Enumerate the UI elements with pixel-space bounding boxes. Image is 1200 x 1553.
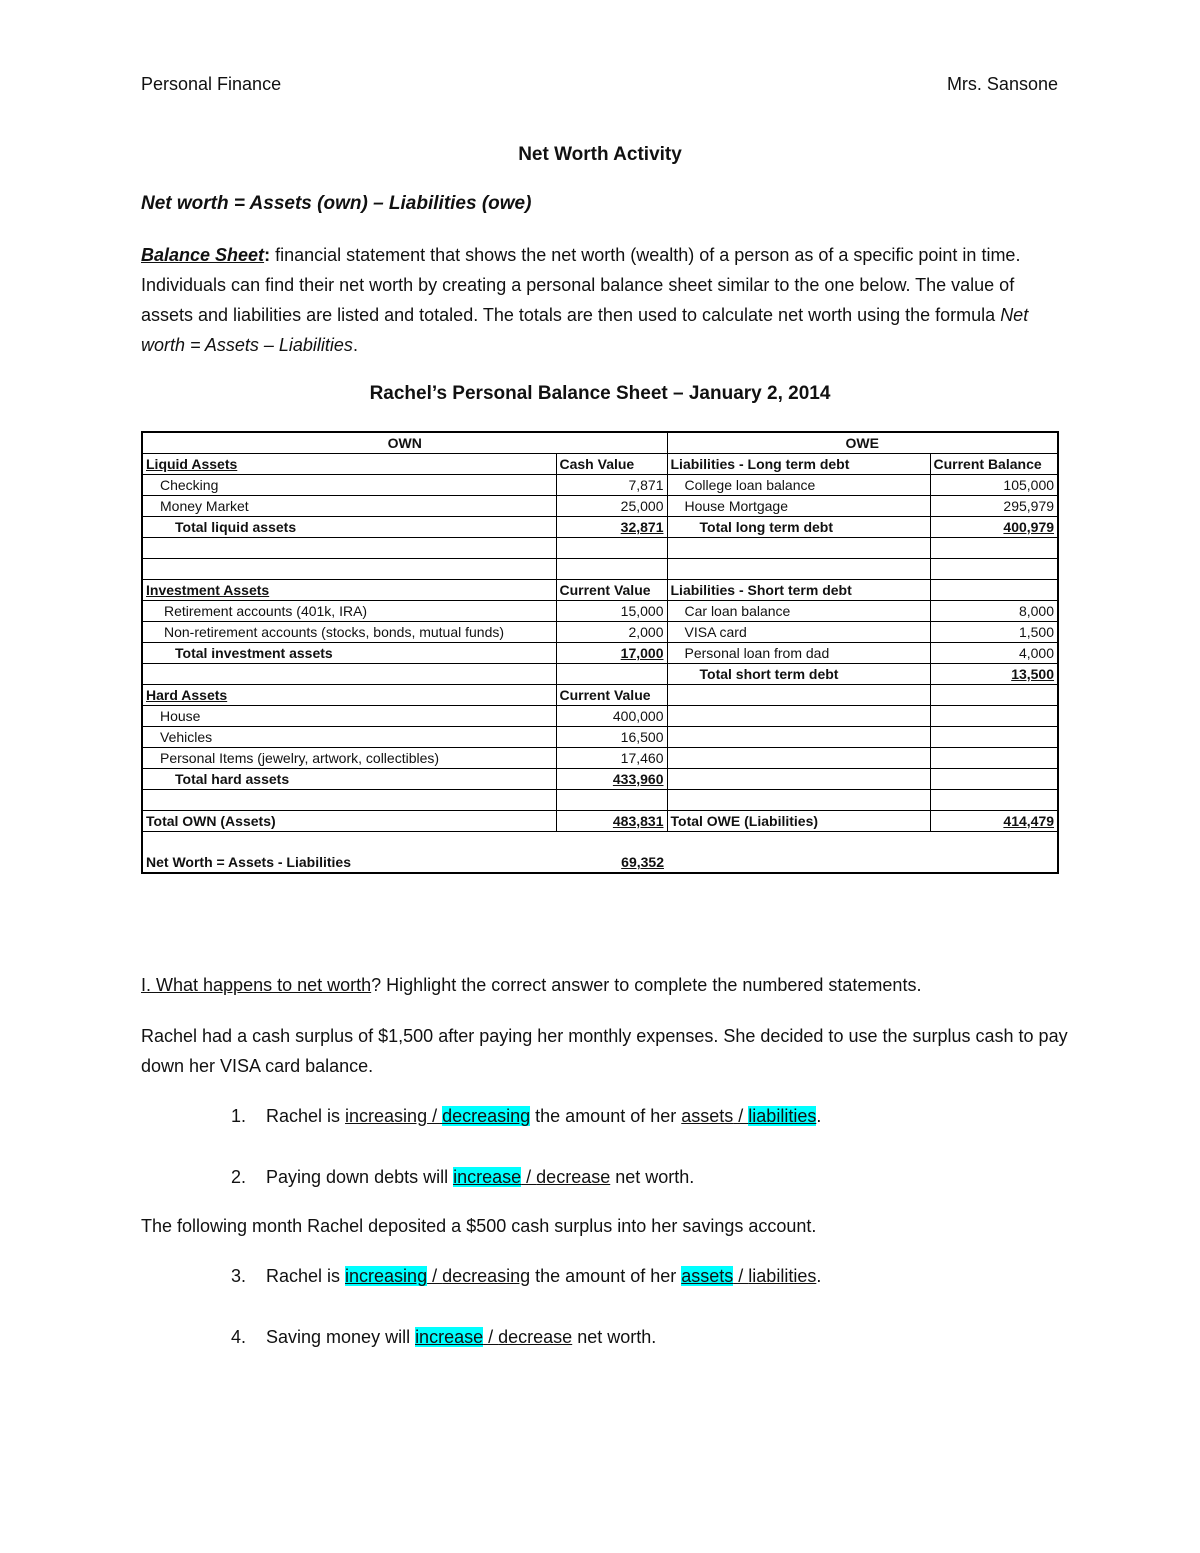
table-row — [142, 832, 1058, 874]
q2-option-decrease[interactable]: decrease — [536, 1167, 611, 1187]
q1-number: 1. — [231, 1106, 247, 1126]
car-loan-label: Car loan balance — [667, 601, 930, 622]
table-row — [142, 517, 1058, 538]
checking-label: Checking — [142, 475, 556, 496]
table-row — [142, 727, 1058, 748]
q3-text-b: the amount of her — [530, 1266, 682, 1286]
question-1 — [266, 1106, 821, 1127]
question-2 — [266, 1167, 694, 1188]
personal-items-value: 17,460 — [556, 748, 667, 769]
q4-option-decrease[interactable]: decrease — [498, 1327, 573, 1347]
personal-items-label: Personal Items (jewelry, artwork, collectibles) — [142, 748, 556, 769]
college-loan-label: College loan balance — [667, 475, 930, 496]
table-row — [142, 559, 1058, 580]
total-own-value: 483,831 — [556, 811, 667, 832]
cash-value-header: Cash Value — [556, 454, 667, 475]
personal-loan-value: 4,000 — [930, 643, 1058, 664]
q2-option-increase[interactable]: increase — [453, 1167, 522, 1187]
total-own-label: Total OWN (Assets) — [142, 811, 556, 832]
colon: : — [264, 245, 271, 265]
definition-text: financial statement that shows the net worth (wealth) of a person as of a specific point in time. Individuals can find their net worth by creating a personal balance sheet similar to the one below. The value of assets and liabilities are listed and totaled. The totals are then used to calculate net worth using the formula — [141, 245, 1021, 325]
table-row — [142, 580, 1058, 601]
non-retirement-label: Non-retirement accounts (stocks, bonds, mutual funds) — [142, 622, 556, 643]
checking-value: 7,871 — [556, 475, 667, 496]
q4-option-increase[interactable]: increase — [415, 1327, 484, 1347]
q1-option-decreasing[interactable]: decreasing — [442, 1106, 531, 1126]
q1-text-b: the amount of her — [530, 1106, 682, 1126]
net-worth-label: Net Worth = Assets - Liabilities — [142, 832, 556, 874]
table-row — [142, 496, 1058, 517]
header-teacher: Mrs. Sansone — [946, 74, 1058, 94]
total-long-label: Total long term debt — [667, 517, 930, 538]
table-row — [142, 622, 1058, 643]
q4-text-a: Saving money will — [266, 1327, 416, 1347]
question-4 — [266, 1327, 656, 1348]
retirement-label: Retirement accounts (401k, IRA) — [142, 601, 556, 622]
q2-end: net worth. — [610, 1167, 695, 1187]
hard-assets-header: Hard Assets — [142, 685, 556, 706]
personal-loan-label: Personal loan from dad — [667, 643, 930, 664]
table-row — [142, 454, 1058, 475]
money-market-value: 25,000 — [556, 496, 667, 517]
q3-option-assets[interactable]: assets — [681, 1266, 734, 1286]
vehicles-label: Vehicles — [142, 727, 556, 748]
owe-header: OWE — [667, 432, 1058, 454]
q1-option-liabilities[interactable]: liabilities — [748, 1106, 817, 1126]
table-row — [142, 811, 1058, 832]
net-worth-value: 69,352 — [556, 832, 667, 874]
q3-number: 3. — [231, 1266, 247, 1286]
non-retirement-value: 2,000 — [556, 622, 667, 643]
mortgage-value: 295,979 — [930, 496, 1058, 517]
q4-number: 4. — [231, 1327, 247, 1347]
balance-sheet-term: Balance Sheet — [141, 245, 265, 265]
table-row — [142, 432, 1058, 454]
net-worth-formula: Net worth = Assets (own) – Liabilities (owe) — [141, 193, 532, 214]
long-term-debt-header: Liabilities - Long term debt — [667, 454, 930, 475]
table-row — [142, 643, 1058, 664]
q2-sep: / — [521, 1167, 537, 1187]
mortgage-label: House Mortgage — [667, 496, 930, 517]
q1-text-a: Rachel is — [266, 1106, 346, 1126]
q3-sep: / — [427, 1266, 443, 1286]
q1-option-increasing[interactable]: increasing — [345, 1106, 428, 1126]
total-liquid-value: 32,871 — [556, 517, 667, 538]
total-owe-value: 414,479 — [930, 811, 1058, 832]
car-loan-value: 8,000 — [930, 601, 1058, 622]
total-long-value: 400,979 — [930, 517, 1058, 538]
balance-sheet-definition — [141, 240, 1071, 360]
own-header: OWN — [142, 432, 667, 454]
total-liquid-label: Total liquid assets — [142, 517, 556, 538]
q3-end: . — [816, 1266, 822, 1286]
scenario-2: The following month Rachel deposited a $500 cash surplus into her savings account. — [141, 1216, 817, 1236]
table-row — [142, 664, 1058, 685]
total-owe-label: Total OWE (Liabilities) — [667, 811, 930, 832]
total-investment-label: Total investment assets — [142, 643, 556, 664]
retirement-value: 15,000 — [556, 601, 667, 622]
money-market-label: Money Market — [142, 496, 556, 517]
q3-sep2: / — [733, 1266, 749, 1286]
page-title: Net Worth Activity — [518, 144, 682, 165]
section-heading-rest: ? Highlight the correct answer to complete the numbered statements. — [371, 975, 922, 995]
hard-current-value-header: Current Value — [556, 685, 667, 706]
definition-formula: Net worth = Assets – Liabilities — [141, 305, 1029, 355]
vehicles-value: 16,500 — [556, 727, 667, 748]
scenario-1: Rachel had a cash surplus of $1,500 after paying her monthly expenses. She decided to use the surplus cash to pay down her VISA card balance. — [141, 1026, 1068, 1076]
q3-option-decreasing[interactable]: decreasing — [442, 1266, 531, 1286]
table-row — [142, 769, 1058, 790]
table-row — [142, 790, 1058, 811]
investment-assets-header: Investment Assets — [142, 580, 556, 601]
table-row — [142, 475, 1058, 496]
q2-text-a: Paying down debts will — [266, 1167, 454, 1187]
table-row — [142, 601, 1058, 622]
table-row — [142, 706, 1058, 727]
q3-option-increasing[interactable]: increasing — [345, 1266, 428, 1286]
short-term-debt-header: Liabilities - Short term debt — [667, 580, 930, 601]
q1-option-assets[interactable]: assets — [681, 1106, 734, 1126]
q1-sep: / — [427, 1106, 443, 1126]
house-value: 400,000 — [556, 706, 667, 727]
period: . — [352, 335, 358, 355]
section-heading-text: What happens to net worth — [151, 975, 372, 995]
total-short-value: 13,500 — [930, 664, 1058, 685]
header-course: Personal Finance — [141, 74, 282, 94]
investment-current-value-header: Current Value — [556, 580, 667, 601]
total-hard-value: 433,960 — [556, 769, 667, 790]
table-row — [142, 538, 1058, 559]
q4-end: net worth. — [572, 1327, 657, 1347]
visa-label: VISA card — [667, 622, 930, 643]
q2-number: 2. — [231, 1167, 247, 1187]
liquid-assets-header: Liquid Assets — [142, 454, 556, 475]
q1-end: . — [816, 1106, 822, 1126]
visa-value: 1,500 — [930, 622, 1058, 643]
q1-sep2: / — [733, 1106, 749, 1126]
total-hard-label: Total hard assets — [142, 769, 556, 790]
q3-option-liabilities[interactable]: liabilities — [748, 1266, 817, 1286]
section-roman: I. — [141, 975, 152, 995]
question-3 — [266, 1266, 821, 1287]
q4-sep: / — [483, 1327, 499, 1347]
current-balance-header: Current Balance — [930, 454, 1058, 475]
section-heading — [141, 975, 921, 996]
balance-sheet-table — [141, 431, 1059, 874]
table-row — [142, 748, 1058, 769]
total-investment-value: 17,000 — [556, 643, 667, 664]
house-label: House — [142, 706, 556, 727]
table-row — [142, 685, 1058, 706]
balance-sheet-title: Rachel’s Personal Balance Sheet – January 2, 2014 — [369, 383, 831, 404]
q3-text-a: Rachel is — [266, 1266, 346, 1286]
college-loan-value: 105,000 — [930, 475, 1058, 496]
total-short-label: Total short term debt — [667, 664, 930, 685]
